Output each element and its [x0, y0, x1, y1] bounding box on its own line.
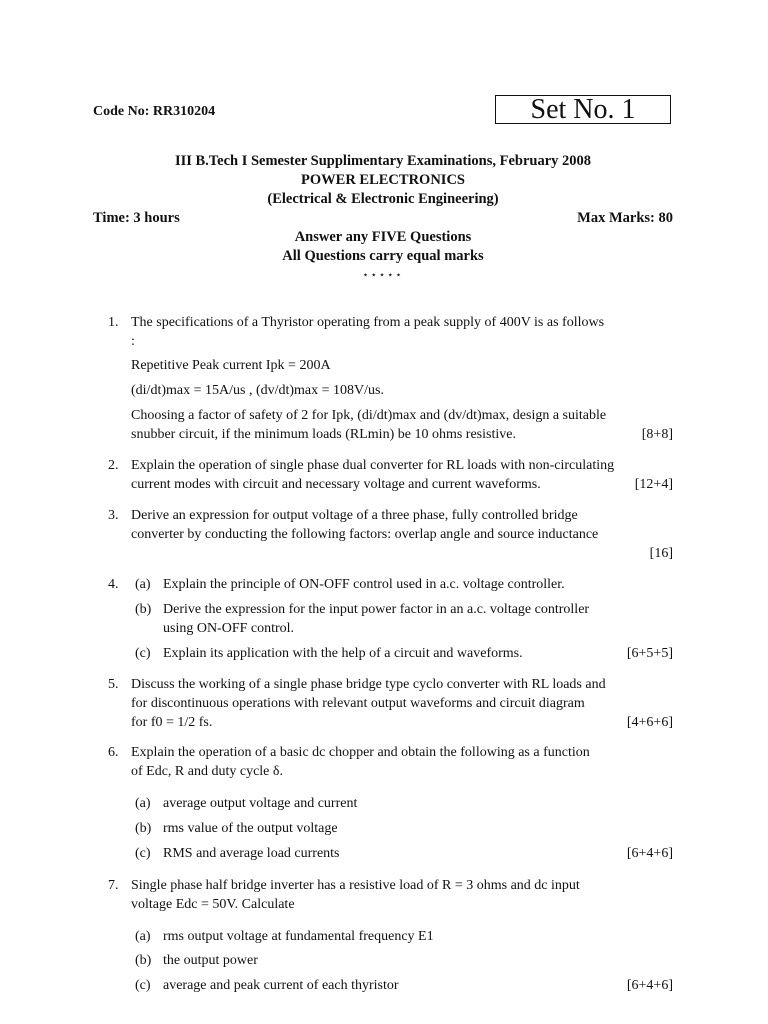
q3-line1: Derive an expression for output voltage of a three phase, fully controlled bridge: [131, 508, 578, 523]
q1-line1b: :: [131, 334, 135, 349]
part-text: rms output voltage at fundamental frequency E1: [163, 929, 434, 944]
q2-marks: [12+4]: [634, 477, 673, 492]
time-label: Time: 3 hours: [93, 210, 180, 226]
part-text: Explain its application with the help of a circuit and waveforms.: [163, 646, 523, 661]
part-label: (a): [135, 929, 151, 944]
part-text: RMS and average load currents: [163, 846, 340, 861]
q1-marks: [8+8]: [641, 427, 673, 442]
part-label: (c): [135, 646, 151, 661]
q7-line2: voltage Edc = 50V. Calculate: [131, 897, 295, 912]
part-label: (a): [135, 577, 151, 592]
code-number: Code No: RR310204: [93, 104, 216, 119]
question-6: [108, 743, 673, 868]
q5-line3: for f0 = 1/2 fs.: [131, 715, 213, 730]
branch-title: (Electrical & Electronic Engineering): [267, 191, 499, 207]
q2-line2: current modes with circuit and necessary voltage and current waveforms.: [131, 477, 541, 492]
q7-line1: Single phase half bridge inverter has a resistive load of R = 3 ohms and dc input: [131, 878, 580, 893]
part-label: (a): [135, 796, 151, 811]
question-number: 3.: [108, 508, 119, 523]
question-3: [108, 506, 673, 566]
max-marks-label: Max Marks: 80: [577, 210, 673, 226]
part-text: Explain the principle of ON-OFF control used in a.c. voltage controller.: [163, 577, 565, 592]
q6-line1: Explain the operation of a basic dc chopper and obtain the following as a function: [131, 745, 590, 760]
part-text-continued: using ON-OFF control.: [163, 621, 295, 636]
question-7: [108, 876, 673, 1001]
part-label: (c): [135, 846, 151, 861]
question-1: [108, 313, 673, 443]
question-5: [108, 675, 673, 735]
q5-line2: for discontinuous operations with relevant output waveforms and circuit diagram: [131, 696, 585, 711]
q1-line3: (di/dt)max = 15A/us , (dv/dt)max = 108V/us.: [131, 383, 384, 398]
set-number-box: Set No. 1: [495, 95, 671, 124]
q7-marks: [6+4+6]: [626, 978, 673, 993]
question-2: [108, 456, 673, 496]
q1-line2: Repetitive Peak current Ipk = 200A: [131, 358, 331, 373]
q3-marks: [16]: [649, 546, 673, 561]
q1-line4: Choosing a factor of safety of 2 for Ipk, (di/dt)max and (dv/dt)max, design a suitable: [131, 408, 607, 423]
part-text: average output voltage and current: [163, 796, 358, 811]
part-text: the output power: [163, 953, 258, 968]
part-text: average and peak current of each thyristor: [163, 978, 399, 993]
question-number: 6.: [108, 745, 119, 760]
instruction-answer: Answer any FIVE Questions: [294, 229, 472, 245]
q5-line1: Discuss the working of a single phase bridge type cyclo converter with RL loads and: [131, 677, 606, 692]
part-label: (b): [135, 821, 152, 836]
question-number: 2.: [108, 458, 119, 473]
question-number: 7.: [108, 878, 119, 893]
part-text: rms value of the output voltage: [163, 821, 338, 836]
q6-marks: [6+4+6]: [626, 846, 673, 861]
q5-marks: [4+6+6]: [626, 715, 673, 730]
stars-divider: ⋆⋆⋆⋆⋆: [362, 270, 404, 281]
q3-line2: converter by conducting the following factors: overlap angle and source inductance: [131, 527, 599, 542]
subject-title: POWER ELECTRONICS: [301, 172, 465, 188]
q1-line5: snubber circuit, if the minimum loads (RLmin) be 10 ohms resistive.: [131, 427, 516, 442]
q1-line5-row: [131, 425, 673, 444]
question-number: 1.: [108, 315, 119, 330]
question-4: [108, 575, 673, 665]
q6-line2: of Edc, R and duty cycle δ.: [131, 764, 283, 779]
instruction-marks: All Questions carry equal marks: [282, 248, 484, 264]
q4-marks: [6+5+5]: [626, 646, 673, 661]
time-marks-row: [93, 210, 673, 227]
q5-line3-row: [131, 713, 673, 732]
exam-title: III B.Tech I Semester Supplimentary Examinations, February 2008: [174, 153, 592, 169]
question-number: 4.: [108, 577, 119, 592]
q2-line2-row: [131, 475, 673, 494]
part-label: (c): [135, 978, 151, 993]
part-label: (b): [135, 953, 152, 968]
q2-line1: Explain the operation of single phase dual converter for RL loads with non-circulating: [131, 458, 615, 473]
part-text: Derive the expression for the input power factor in an a.c. voltage controller: [163, 602, 590, 617]
q1-line1: The specifications of a Thyristor operating from a peak supply of 400V is as follows: [131, 315, 605, 330]
part-label: (b): [135, 602, 152, 617]
question-number: 5.: [108, 677, 119, 692]
